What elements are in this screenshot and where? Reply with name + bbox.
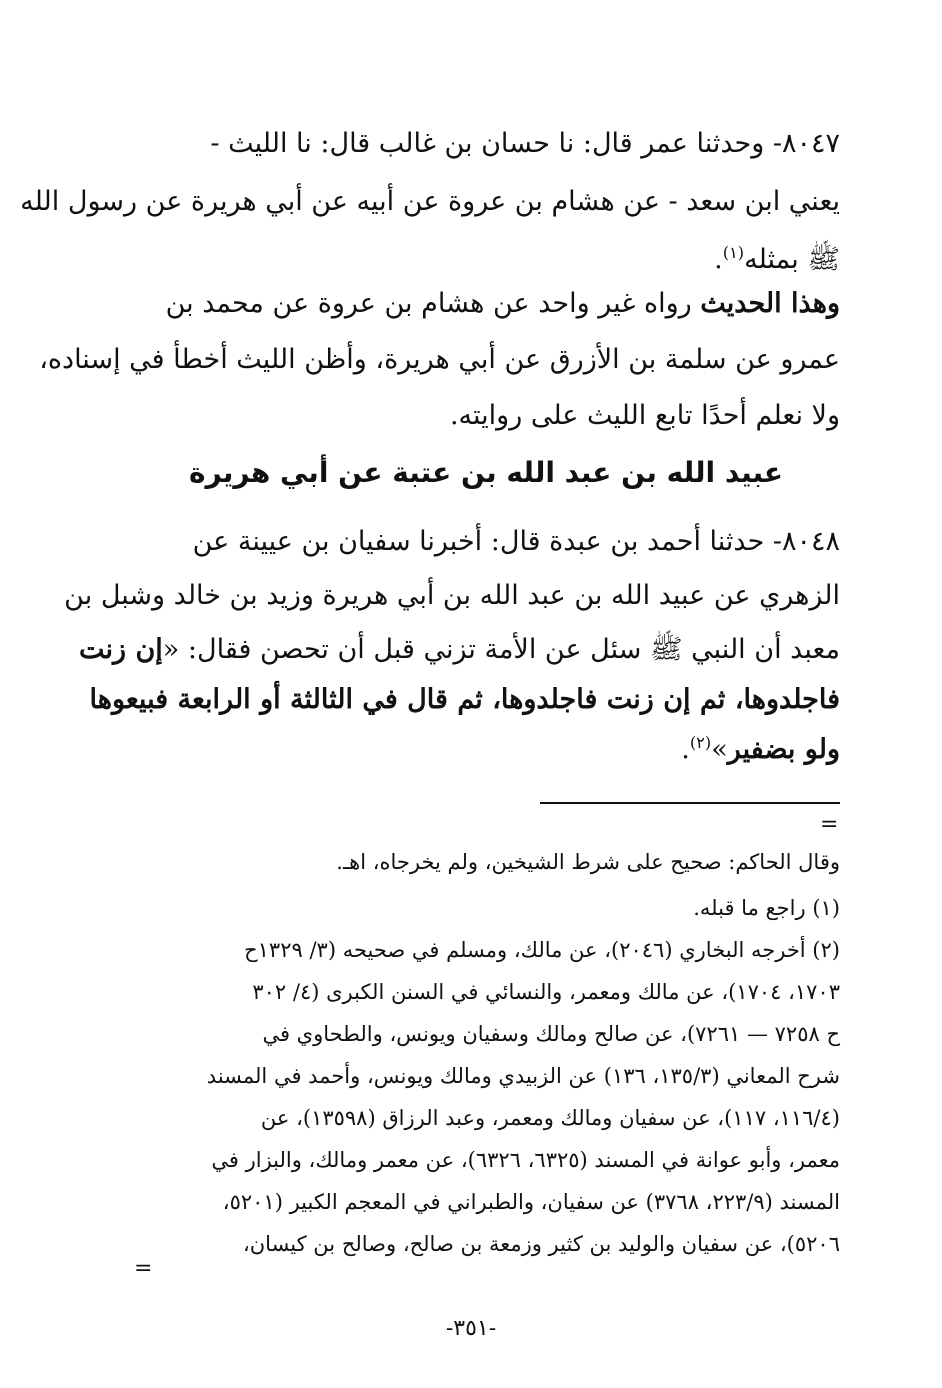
footnote-2-line-7: المسند (٢٢٣/٩، ٣٧٦٨) عن سفيان، والطبراني في المعجم الكبير (٥٢٠١، <box>222 1190 840 1214</box>
hadith-quote-line-2: فاجلدوها، ثم إن زنت فاجلدوها، ثم قال في الثالثة أو الرابعة فبيعوها <box>89 684 840 715</box>
comment-lead: وهذا الحديث <box>700 288 840 319</box>
footnote-1: (١) راجع ما قبله. <box>693 896 840 920</box>
footnote-2-line-8: ٥٢٠٦)، عن سفيان والوليد بن كثير وزمعة بن صالح، وصالح بن كيسان، <box>242 1232 840 1256</box>
hadith-8048-text: معبد أن النبي ﷺ سئل عن الأمة تزني قبل أن تحصن فقال: « <box>162 634 840 665</box>
comment-text: رواه غير واحد عن هشام بن عروة عن محمد بن <box>165 288 701 319</box>
end-dot: . <box>714 244 723 275</box>
chapter-heading: عبيد الله بن عبد الله بن عتبة عن أبي هريرة <box>188 456 784 489</box>
footnote-ref-1: (١) <box>722 243 745 262</box>
footnote-separator <box>540 802 840 804</box>
continued-mark: = <box>134 1256 153 1281</box>
comment-line-1 <box>132 288 840 319</box>
footnote-2-line-4: شرح المعاني (١٣٥/٣، ١٣٦) عن الزبيدي ومالك ويونس، وأحمد في المسند <box>206 1064 840 1088</box>
hadith-8048-line-3 <box>79 632 840 672</box>
footnote-2-line-6: معمر، وأبو عوانة في المسند (٦٣٢٥، ٦٣٢٦)، عن معمر ومالك، والبزار في <box>211 1148 840 1172</box>
footnote-2-line-1: (٢) أخرجه البخاري (٢٠٤٦)، عن مالك، ومسلم في صحيحه (٣/ ١٣٢٩ح <box>244 938 840 962</box>
hadith-8048-line-5 <box>132 734 840 765</box>
hadith-8047-line-3 <box>132 242 840 282</box>
footnote-2-line-2: ١٧٠٣، ١٧٠٤)، عن مالك ومعمر، والنسائي في السنن الكبرى (٤/ ٣٠٢ <box>252 980 840 1004</box>
hadith-8048-line-1: ٨٠٤٨- حدثنا أحمد بن عبدة قال: أخبرنا سفيان بن عيينة عن <box>192 526 840 557</box>
quote-close: » <box>711 734 728 765</box>
comment-line-2: عمرو عن سلمة بن الأزرق عن أبي هريرة، وأظن الليث أخطأ في إسناده، <box>39 344 840 375</box>
hadith-quote-end: ولو بضفير <box>727 734 840 765</box>
page-number: -٣٥١- <box>445 1316 497 1341</box>
comment-line-3: ولا نعلم أحدًا تابع الليث على روايته. <box>449 400 840 431</box>
hadith-8047-line-2: يعني ابن سعد - عن هشام بن عروة عن أبيه عن أبي هريرة عن رسول الله <box>20 186 840 217</box>
hadith-8048-line-2: الزهري عن عبيد الله بن عبد الله بن أبي هريرة وزيد بن خالد وشبل بن <box>64 580 840 611</box>
footnote-hakim: وقال الحاكم: صحيح على شرط الشيخين، ولم يخرجاه، اهـ. <box>336 850 840 874</box>
footnote-ref-2: (٢) <box>689 733 712 752</box>
hadith-quote-start: إن زنت <box>79 634 163 665</box>
hadith-8047-text: ﷺ بمثله <box>744 244 840 275</box>
footnote-2-line-3: ح ٧٢٥٨ — ٧٢٦١)، عن صالح ومالك وسفيان ويونس، والطحاوي في <box>262 1022 840 1046</box>
footnote-2-line-5: (١١٦/٤، ١١٧)، عن سفيان ومالك ومعمر، وعبد الرزاق (١٣٥٩٨)، عن <box>260 1106 840 1130</box>
end-dot: . <box>681 734 690 765</box>
continuation-mark: = <box>820 812 839 837</box>
hadith-8047-line-1: ٨٠٤٧- وحدثنا عمر قال: نا حسان بن غالب قال: نا الليث - <box>210 128 840 159</box>
